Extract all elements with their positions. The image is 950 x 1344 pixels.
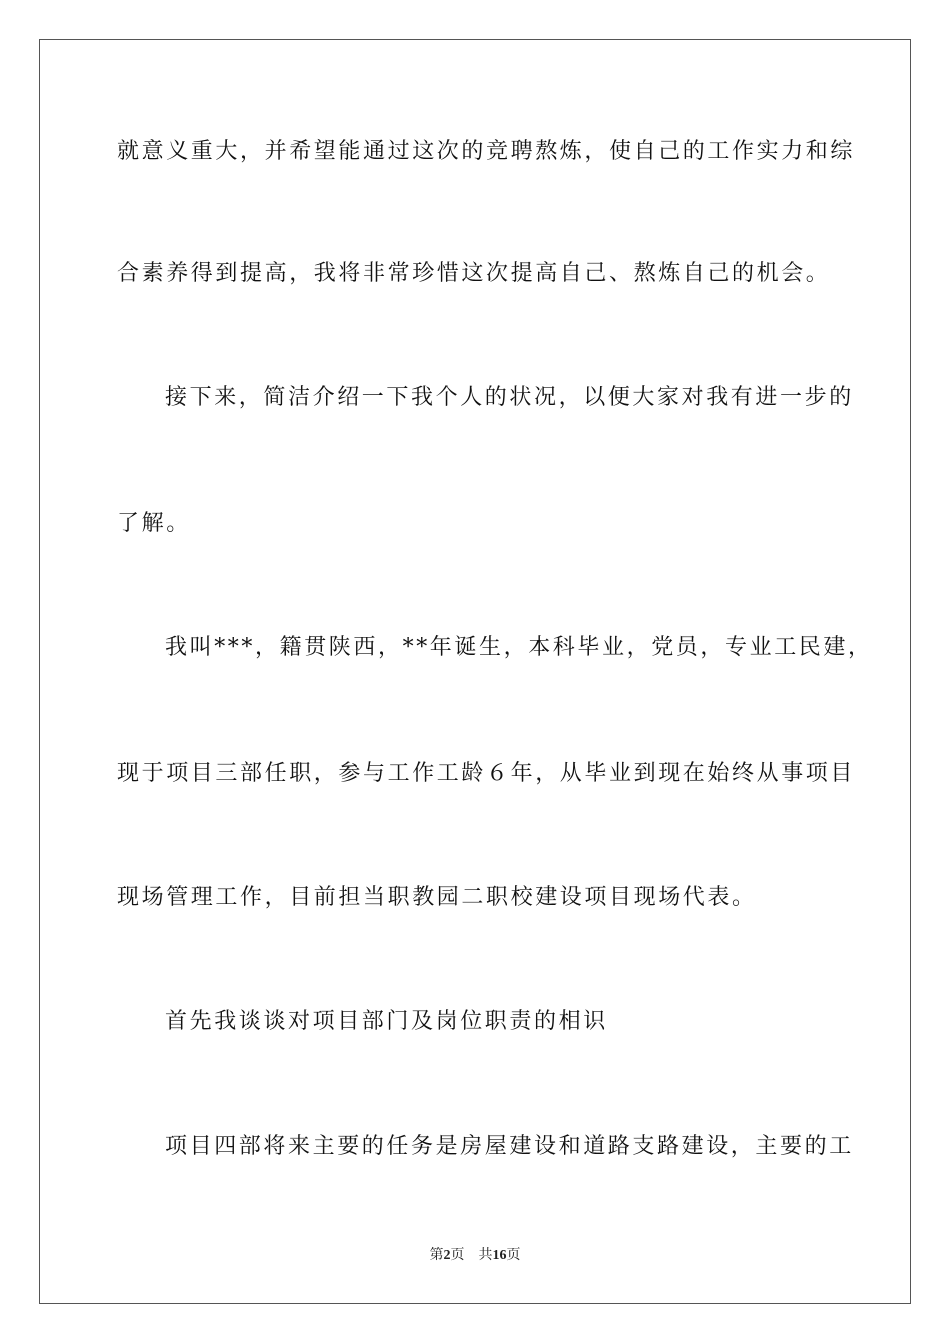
page-footer: [0, 1247, 950, 1265]
text-line-1: 就意义重大，并希望能通过这次的竞聘熬炼，使自己的工作实力和综: [117, 139, 856, 164]
total-pages: 16: [492, 1248, 507, 1263]
text-line-9: 项目四部将来主要的任务是房屋建设和道路支路建设，主要的工: [165, 1134, 854, 1159]
text-line-4: 了解。: [117, 511, 191, 536]
text-line-8: 首先我谈谈对项目部门及岗位职责的相识: [165, 1009, 608, 1034]
text-line-5: 我叫***，籍贯陕西，**年诞生，本科毕业，党员，专业工民建，: [165, 635, 873, 660]
page-suffix: 页: [450, 1248, 465, 1263]
page-number: 2: [443, 1248, 451, 1263]
page-prefix: 第: [429, 1248, 444, 1263]
total-suffix: 页: [506, 1248, 521, 1263]
total-prefix: 共: [478, 1248, 493, 1263]
page-border: [39, 39, 911, 1304]
text-line-2: 合素养得到提高，我将非常珍惜这次提高自己、熬炼自己的机会。: [117, 261, 831, 286]
text-line-7: 现场管理工作，目前担当职教园二职校建设项目现场代表。: [117, 885, 757, 910]
text-line-3: 接下来，简洁介绍一下我个人的状况，以便大家对我有进一步的: [165, 385, 854, 410]
text-line-6: 现于项目三部任职，参与工作工龄６年，从毕业到现在始终从事项目: [117, 761, 856, 786]
